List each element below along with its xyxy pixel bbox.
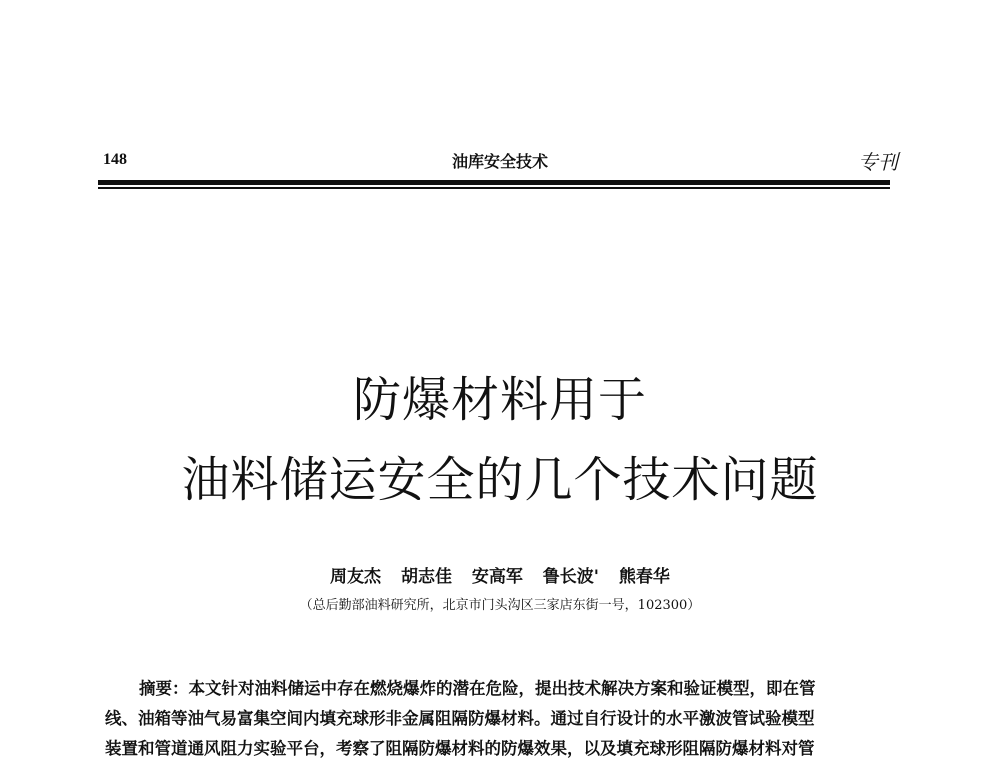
paper-title-line-2: 油料储运安全的几个技术问题 <box>181 452 819 508</box>
header-rule-thin <box>98 187 890 189</box>
paper-title-line-1: 防爆材料用于 <box>352 372 647 428</box>
header-rule-thick <box>98 180 890 185</box>
page-number: 148 <box>103 151 127 168</box>
journal-name: 油库安全技术 <box>451 152 548 171</box>
abstract-line: 装置和管道通风阻力实验平台，考察了阻隔防爆材料的防爆效果，以及填充球形阻隔防爆材料对管 <box>105 739 815 758</box>
abstract-line: 摘要：本文针对油料储运中存在燃烧爆炸的潜在危险，提出技术解决方案和验证模型，即在管 <box>139 679 816 698</box>
abstract-line: 线、油箱等油气易富集空间内填充球形非金属阻隔防爆材料。通过自行设计的水平激波管试验模型 <box>105 709 815 728</box>
authors: 周友杰 胡志佳 安高军 鲁长波' 熊春华 <box>330 567 670 587</box>
issue-label: 专刊 <box>858 150 898 174</box>
affiliation: （总后勤部油料研究所，北京市门头沟区三家店东街一号，102300） <box>299 598 701 613</box>
